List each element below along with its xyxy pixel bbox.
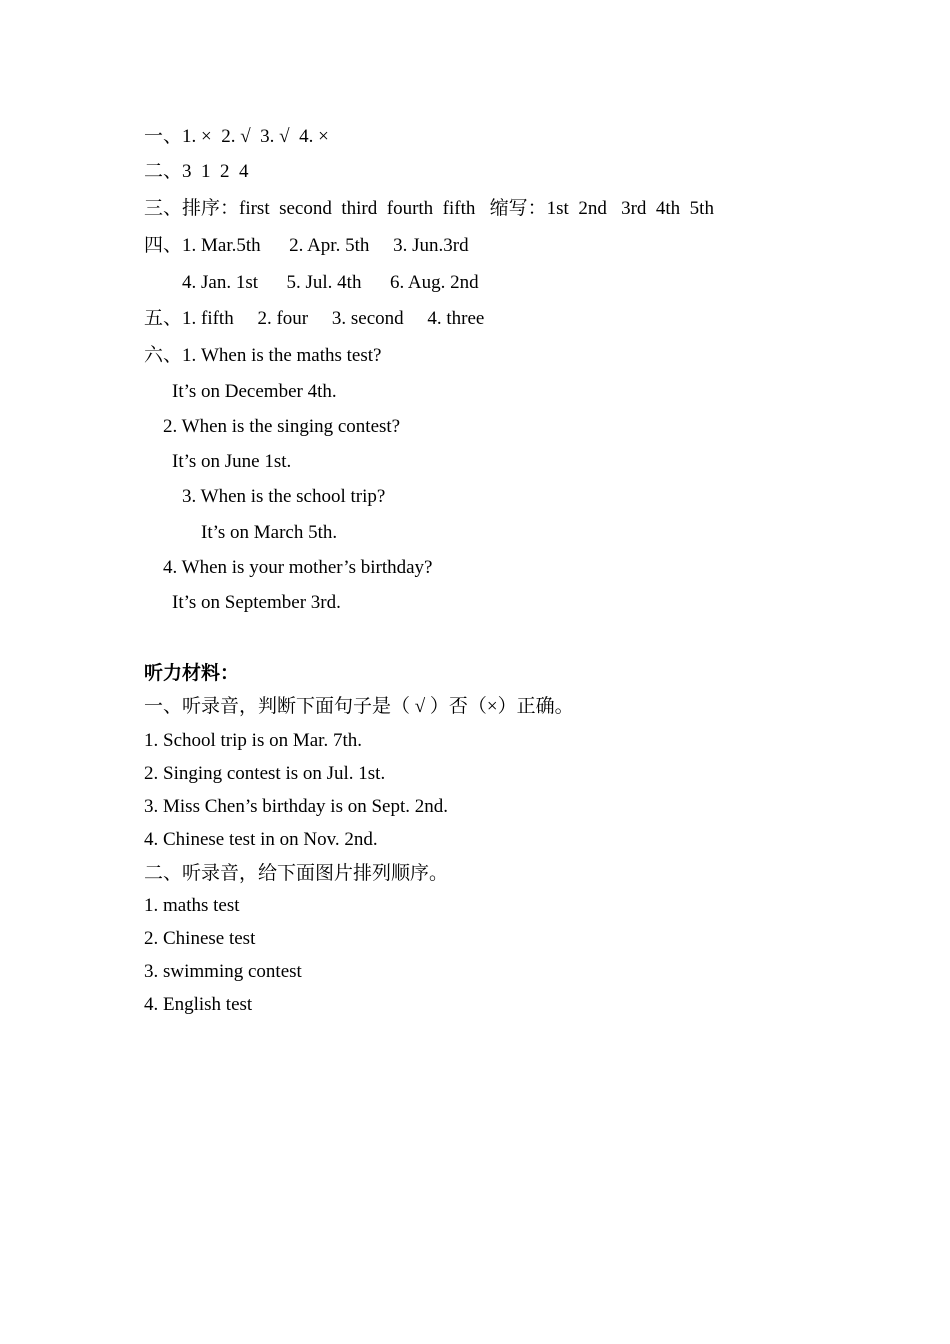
answer-section-4-line-2: 4. Jan. 1st 5. Jul. 4th 6. Aug. 2nd	[182, 272, 479, 293]
answer-section-6-answer-3: It’s on March 5th.	[201, 522, 338, 543]
listening-part-2-item: 3. swimming contest	[144, 961, 302, 982]
answer-section-3: 三、排序：first second third fourth fifth 缩写：1st 2nd 3rd 4th 5th	[144, 198, 714, 219]
answer-section-6-question-3: 3. When is the school trip?	[182, 486, 386, 507]
answer-section-4-line-1: 四、1. Mar.5th 2. Apr. 5th 3. Jun.3rd	[144, 235, 469, 256]
listening-part-1-item: 1. School trip is on Mar. 7th.	[144, 730, 362, 751]
listening-part-1-item: 3. Miss Chen’s birthday is on Sept. 2nd.	[144, 796, 449, 817]
answer-section-6-question-1: 六、1. When is the maths test?	[144, 345, 382, 366]
answer-section-6-question-2: 2. When is the singing contest?	[163, 416, 401, 437]
listening-part-1-heading: 一、听录音，判断下面句子是（ √ ）否（×）正确。	[144, 696, 574, 717]
answer-section-6-answer-1: It’s on December 4th.	[172, 381, 337, 402]
answer-section-5: 五、1. fifth 2. four 3. second 4. three	[144, 308, 485, 329]
answer-section-6-answer-2: It’s on June 1st.	[172, 451, 292, 472]
listening-title: 听力材料：	[144, 663, 240, 684]
answer-section-6-answer-4: It’s on September 3rd.	[172, 592, 341, 613]
listening-part-2-item: 2. Chinese test	[144, 928, 256, 949]
listening-part-1-item: 4. Chinese test in on Nov. 2nd.	[144, 829, 378, 850]
listening-part-2-heading: 二、听录音，给下面图片排列顺序。	[144, 863, 449, 884]
answer-section-2: 二、3 1 2 4	[144, 161, 249, 182]
answer-section-6-question-4: 4. When is your mother’s birthday?	[163, 557, 433, 578]
answer-section-1: 一、1. × 2. √ 3. √ 4. ×	[144, 126, 329, 147]
listening-part-2-item: 1. maths test	[144, 895, 240, 916]
listening-part-1-item: 2. Singing contest is on Jul. 1st.	[144, 763, 386, 784]
listening-part-2-item: 4. English test	[144, 994, 253, 1015]
